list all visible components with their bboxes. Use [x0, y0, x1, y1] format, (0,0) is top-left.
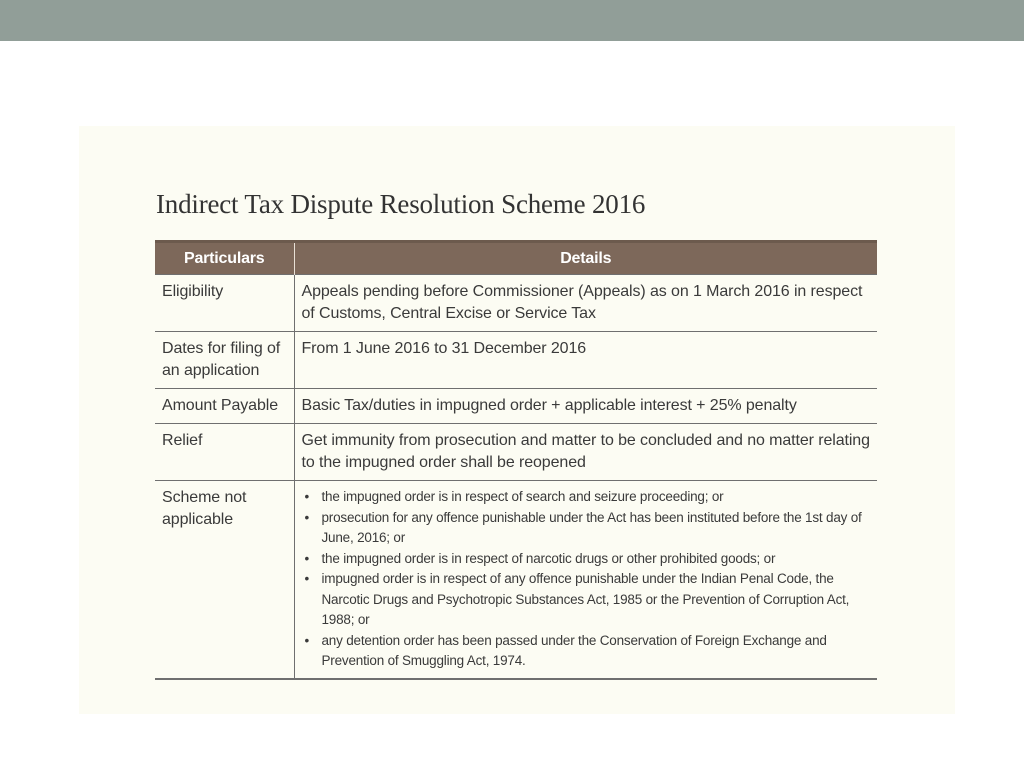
table-row-eligibility: [155, 275, 877, 332]
detail-cell: From 1 June 2016 to 31 December 2016: [294, 332, 877, 389]
list-item: • the impugned order is in respect of search and seizure proceeding; or: [302, 487, 872, 508]
table-row-dates: [155, 332, 877, 389]
detail-cell: [294, 481, 877, 679]
table-row-amount-payable: [155, 389, 877, 424]
exclusion-list: [302, 487, 872, 672]
particular-cell: Scheme not applicable: [155, 481, 294, 679]
particular-cell: Relief: [155, 424, 294, 481]
list-item: • any detention order has been passed under the Conservation of Foreign Exchange and Prevention of Smuggling Act, 1974.: [302, 631, 872, 672]
column-header-details: Details: [294, 242, 877, 275]
list-item: • prosecution for any offence punishable under the Act has been instituted before the 1st day of June, 2016; or: [302, 508, 872, 549]
detail-cell: Basic Tax/duties in impugned order + applicable interest + 25% penalty: [294, 389, 877, 424]
table-row-relief: [155, 424, 877, 481]
column-header-particulars: Particulars: [155, 242, 294, 275]
scheme-table: [155, 240, 877, 680]
detail-cell: Get immunity from prosecution and matter to be concluded and no matter relating to the impugned order shall be reopened: [294, 424, 877, 481]
particular-cell: Dates for filing of an application: [155, 332, 294, 389]
table-row-scheme-not-applicable: [155, 481, 877, 679]
particular-cell: Eligibility: [155, 275, 294, 332]
particular-cell: Amount Payable: [155, 389, 294, 424]
list-item: • the impugned order is in respect of narcotic drugs or other prohibited goods; or: [302, 549, 872, 570]
document-title: Indirect Tax Dispute Resolution Scheme 2016: [156, 189, 646, 219]
detail-cell: Appeals pending before Commissioner (Appeals) as on 1 March 2016 in respect of Customs, Central Excise or Service Tax: [294, 275, 877, 332]
list-item: • impugned order is in respect of any offence punishable under the Indian Penal Code, the Narcotic Drugs and Psychotropic Substances Act, 1985 or the Prevention of Corruption Act, 1988; or: [302, 569, 872, 631]
document-image: [79, 126, 955, 714]
table-header-row: [155, 242, 877, 275]
slide-top-band: [0, 0, 1024, 41]
